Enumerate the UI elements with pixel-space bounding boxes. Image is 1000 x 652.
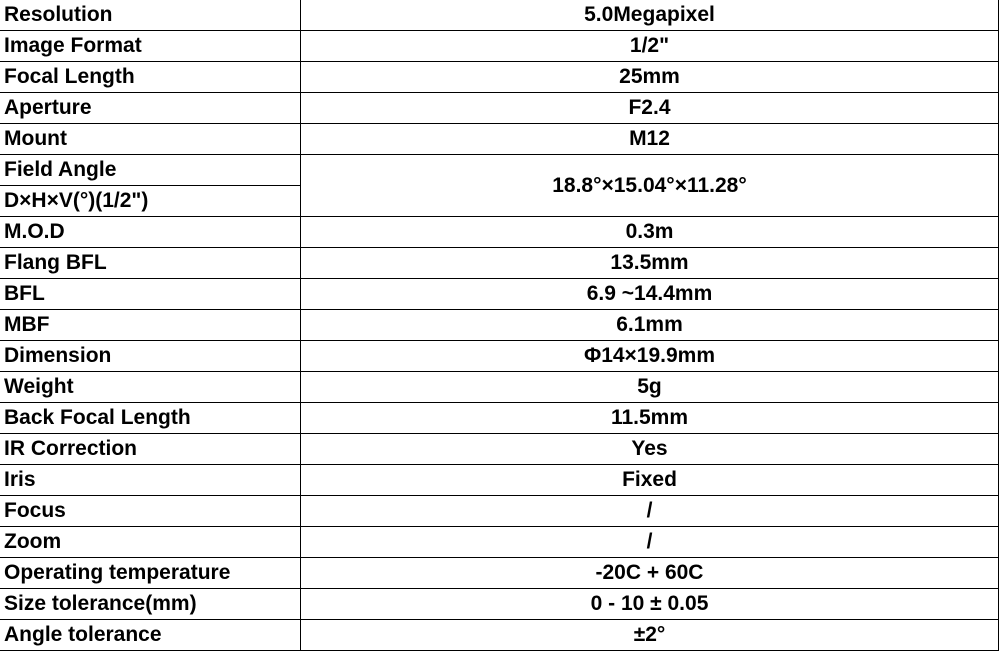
row-label-continued: D×H×V(°)(1/2") <box>0 186 301 217</box>
row-label: Dimension <box>0 341 301 372</box>
table-row <box>0 465 999 496</box>
row-label: Weight <box>0 372 301 403</box>
row-label: Field Angle <box>0 155 301 186</box>
row-label: Mount <box>0 124 301 155</box>
table-row <box>0 341 999 372</box>
table-row <box>0 403 999 434</box>
table-row <box>0 527 999 558</box>
table-row <box>0 310 999 341</box>
row-label: Focal Length <box>0 62 301 93</box>
table-row <box>0 434 999 465</box>
row-label: IR Correction <box>0 434 301 465</box>
table-row <box>0 155 999 186</box>
row-label: Aperture <box>0 93 301 124</box>
table-row <box>0 248 999 279</box>
row-value: 0 - 10 ± 0.05 <box>301 589 999 620</box>
row-value: 1/2" <box>301 31 999 62</box>
row-label: M.O.D <box>0 217 301 248</box>
row-label: Focus <box>0 496 301 527</box>
row-value: M12 <box>301 124 999 155</box>
table-row <box>0 620 999 651</box>
table-row <box>0 93 999 124</box>
row-value: 13.5mm <box>301 248 999 279</box>
row-label: Iris <box>0 465 301 496</box>
table-row <box>0 62 999 93</box>
row-label: Resolution <box>0 0 301 31</box>
table-row <box>0 124 999 155</box>
table-row <box>0 279 999 310</box>
row-value: 6.9 ~14.4mm <box>301 279 999 310</box>
row-value: Fixed <box>301 465 999 496</box>
table-row <box>0 372 999 403</box>
row-label: BFL <box>0 279 301 310</box>
table-row <box>0 496 999 527</box>
row-value: ±2° <box>301 620 999 651</box>
row-value: / <box>301 527 999 558</box>
table-row <box>0 589 999 620</box>
row-value: / <box>301 496 999 527</box>
row-label: Zoom <box>0 527 301 558</box>
row-value: 0.3m <box>301 217 999 248</box>
row-value: 11.5mm <box>301 403 999 434</box>
table-row <box>0 217 999 248</box>
row-value: 6.1mm <box>301 310 999 341</box>
row-value: 18.8°×15.04°×11.28° <box>301 155 999 217</box>
row-value: Yes <box>301 434 999 465</box>
table-row <box>0 31 999 62</box>
table-row <box>0 0 999 31</box>
row-value: Φ14×19.9mm <box>301 341 999 372</box>
row-label: Angle tolerance <box>0 620 301 651</box>
table-row <box>0 558 999 589</box>
row-label: Back Focal Length <box>0 403 301 434</box>
row-label: Size tolerance(mm) <box>0 589 301 620</box>
row-label: Image Format <box>0 31 301 62</box>
row-label: MBF <box>0 310 301 341</box>
row-value: 5g <box>301 372 999 403</box>
row-label: Operating temperature <box>0 558 301 589</box>
row-label: Flang BFL <box>0 248 301 279</box>
row-value: F2.4 <box>301 93 999 124</box>
row-value: 25mm <box>301 62 999 93</box>
row-value: 5.0Megapixel <box>301 0 999 31</box>
row-value: -20C + 60C <box>301 558 999 589</box>
